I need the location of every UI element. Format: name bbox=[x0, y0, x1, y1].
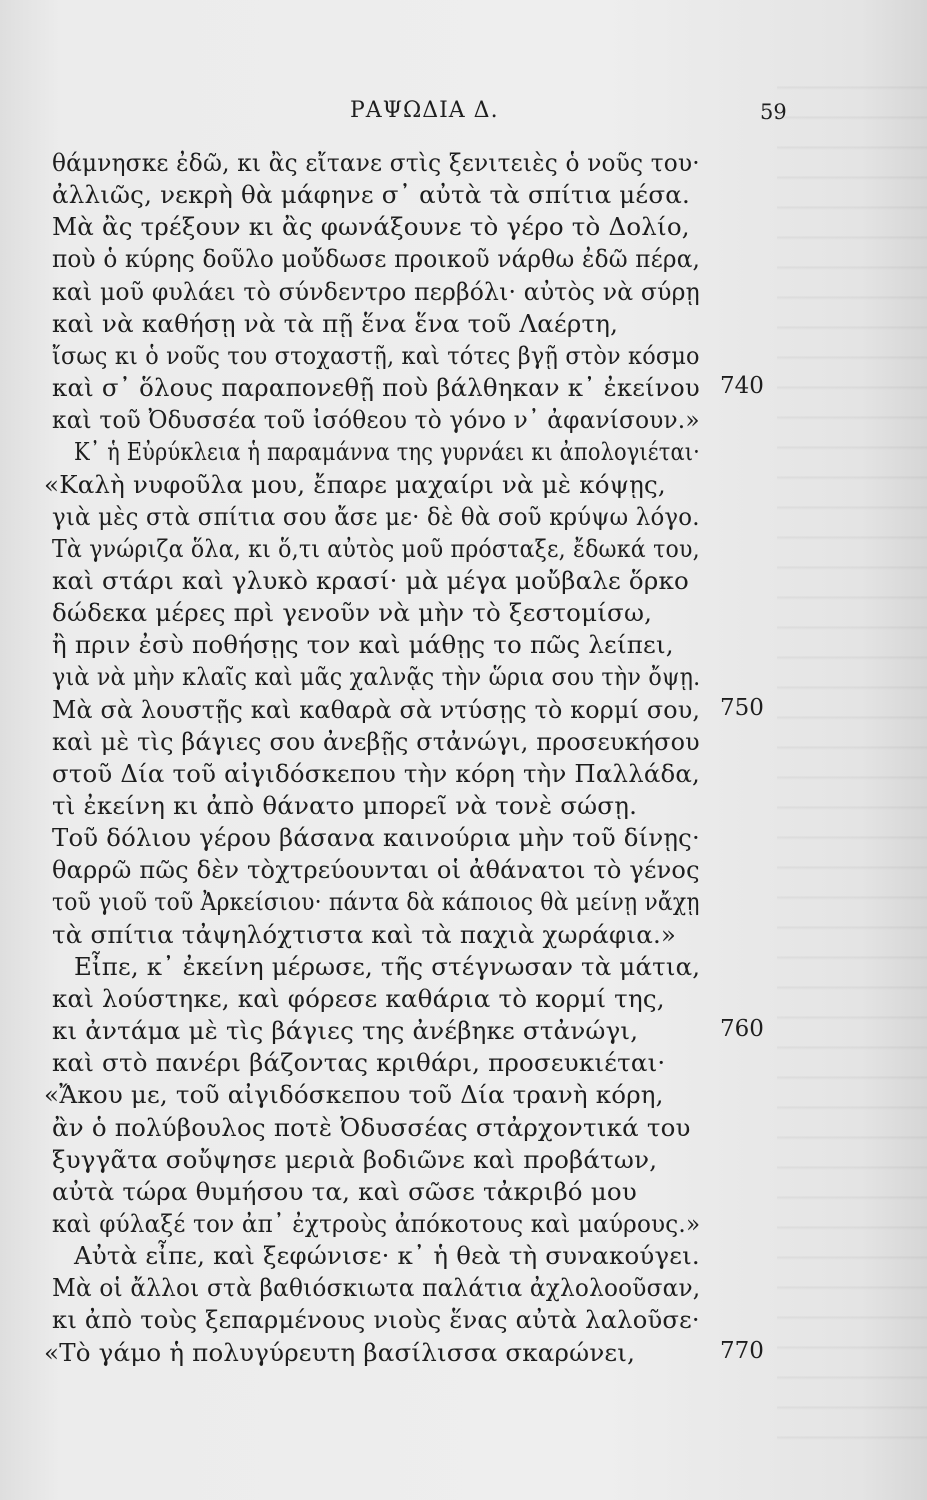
verse-number: 740 bbox=[720, 373, 764, 400]
verse-line bbox=[0, 695, 927, 727]
verse-text: αὐτὰ τώρα θυμήσου τα, καὶ σῶσε τἀκριβό μου bbox=[52, 1176, 637, 1206]
verse-text: Τοῦ δόλιου γέρου βάσανα καινούρια μὴν τοῦ δίνῃς· bbox=[52, 823, 700, 853]
verse-text: καὶ σ᾽ ὅλους παραπονεθῇ ποὺ βάλθηκαν κ᾽ ἐκείνου bbox=[52, 373, 700, 403]
verse-line bbox=[0, 1080, 927, 1112]
verse-line bbox=[0, 791, 927, 823]
verse-text: ποὺ ὁ κύρης δοῦλο μοὔδωσε προικοῦ νάρθω ἐδῶ πέρα, bbox=[52, 244, 701, 274]
verse-text: Μὰ ἂς τρέξουν κι ἂς φωνάξουνε τὸ γέρο τὸ Δολίο, bbox=[52, 212, 690, 242]
verse-text: κι ἀπὸ τοὺς ξεπαρμένους νιοὺς ἕνας αὐτὰ λαλοῦσε· bbox=[52, 1305, 700, 1335]
verse-line bbox=[0, 984, 927, 1016]
verse-text: τὰ σπίτια τἀψηλόχτιστα καὶ τὰ παχιὰ χωράφια.» bbox=[52, 919, 677, 949]
verse-line bbox=[0, 566, 927, 598]
verse-line bbox=[0, 1273, 927, 1305]
page-number: 59 bbox=[760, 100, 787, 124]
verse-line bbox=[0, 630, 927, 662]
verse-text: γιὰ μὲς στὰ σπίτια σου ἄσε με· δὲ θὰ σοῦ κρύψω λόγο. bbox=[52, 501, 700, 531]
verse-line bbox=[0, 373, 927, 405]
verse-text: καὶ στάρι καὶ γλυκὸ κρασί· μὰ μέγα μοὔβαλε ὅρκο bbox=[52, 565, 689, 595]
verse-text: δώδεκα μέρες πρὶ γενοῦν νὰ μὴν τὸ ξεστομίσω, bbox=[52, 598, 653, 628]
verse-text: Μὰ σὰ λουστῇς καὶ καθαρὰ σὰ ντύσῃς τὸ κορμί σου, bbox=[52, 694, 701, 724]
verse-text: ξυγγᾶτα σοὔψησε μεριὰ βοδιῶνε καὶ προβάτων, bbox=[52, 1144, 658, 1174]
verse-text: κι ἀντάμα μὲ τὶς βάγιες της ἀνέβηκε στἀνώγι, bbox=[52, 1016, 639, 1046]
verse-line bbox=[0, 823, 927, 855]
verse-line bbox=[0, 148, 927, 180]
verse-text: ἴσως κι ὁ νοῦς του στοχαστῇ, καὶ τότες βγῇ στὸν κόσμο bbox=[52, 340, 700, 370]
verse-text: καὶ λούστηκε, καὶ φόρεσε καθάρια τὸ κορμί της, bbox=[52, 983, 665, 1013]
verse-line bbox=[0, 180, 927, 212]
verse-text: ἢ πριν ἐσὺ ποθήσῃς τον καὶ μάθῃς το πῶς λείπει, bbox=[52, 630, 674, 660]
verse-line bbox=[0, 534, 927, 566]
verse-line bbox=[0, 662, 927, 694]
verse-line bbox=[0, 277, 927, 309]
verse-text: καὶ νὰ καθήσῃ νὰ τὰ πῇ ἕνα ἕνα τοῦ Λαέρτη, bbox=[52, 308, 619, 338]
verse-line bbox=[0, 952, 927, 984]
verse-line bbox=[0, 727, 927, 759]
verse-text: καὶ φύλαξέ τον ἀπ᾽ ἐχτροὺς ἀπόκοτους καὶ μαύρους.» bbox=[52, 1208, 701, 1238]
verse-text: «Ἄκου με, τοῦ αἰγιδόσκεπου τοῦ Δία τρανὴ κόρη, bbox=[44, 1080, 664, 1110]
verse-line bbox=[0, 212, 927, 244]
verse-text: ἂν ὁ πολύβουλος ποτὲ Ὀδυσσέας στἀρχοντικά του bbox=[52, 1112, 691, 1142]
verse-line bbox=[0, 405, 927, 437]
verse-line bbox=[0, 1145, 927, 1177]
verse-line bbox=[0, 598, 927, 630]
verse-text: καὶ τοῦ Ὀδυσσέα τοῦ ἰσόθεου τὸ γόνο ν᾽ ἀφανίσουν.» bbox=[52, 405, 700, 435]
verse-text: καὶ μὲ τὶς βάγιες σου ἀνεβῇς στἀνώγι, προσευκήσου bbox=[52, 726, 700, 756]
verse-line bbox=[0, 759, 927, 791]
verse-line bbox=[0, 887, 927, 919]
verse-line bbox=[0, 1209, 927, 1241]
verse-line bbox=[0, 1113, 927, 1145]
verse-line bbox=[0, 309, 927, 341]
verse-line bbox=[0, 502, 927, 534]
verse-text: ἀλλιῶς, νεκρὴ θὰ μάφηνε σ᾽ αὐτὰ τὰ σπίτια μέσα. bbox=[52, 180, 690, 210]
verse-text: τοῦ γιοῦ τοῦ Ἀρκείσιου· πάντα δὰ κάποιος θὰ μείνῃ νἄχῃ bbox=[52, 887, 700, 917]
verse-text: τὶ ἐκείνη κι ἀπὸ θάνατο μπορεῖ νὰ τονὲ σώσῃ. bbox=[52, 791, 638, 820]
verse-line bbox=[0, 1048, 927, 1080]
verse-line bbox=[0, 1338, 927, 1370]
verse-text: καὶ στὸ πανέρι βάζοντας κριθάρι, προσευκιέται· bbox=[52, 1048, 666, 1078]
verse-text: καὶ μοῦ φυλάει τὸ σύνδεντρο περβόλι· αὐτὸς νὰ σύρῃ bbox=[52, 276, 700, 306]
verse-text: «Τὸ γάμο ἡ πολυγύρευτη βασίλισσα σκαρώνει, bbox=[44, 1337, 636, 1367]
verse-number: 760 bbox=[720, 1016, 764, 1043]
verse-text: Μὰ οἱ ἄλλοι στὰ βαθιόσκιωτα παλάτια ἀχλολοοῦσαν, bbox=[52, 1273, 701, 1303]
verse-text: στοῦ Δία τοῦ αἰγιδόσκεπου τὴν κόρη τὴν Παλλάδα, bbox=[52, 758, 700, 788]
verse-line bbox=[0, 855, 927, 887]
verse-number: 770 bbox=[720, 1337, 764, 1364]
verse-line bbox=[0, 920, 927, 952]
verse-text: Εἶπε, κ᾽ ἐκείνη μέρωσε, τῆς στέγνωσαν τὰ μάτια, bbox=[74, 951, 701, 981]
verse-line bbox=[0, 244, 927, 276]
verse-line bbox=[0, 470, 927, 502]
running-header: ΡΑΨΩΔΙΑ Δ. bbox=[350, 98, 499, 123]
verse-text: θάμνησκε ἐδῶ, κι ἂς εἴτανε στὶς ξενιτειὲς ὁ νοῦς του· bbox=[52, 148, 700, 177]
verse-number: 750 bbox=[720, 694, 764, 721]
verse-text: γιὰ νὰ μὴν κλαῖς καὶ μᾶς χαλνᾷς τὴν ὥρια σου τὴν ὄψῃ. bbox=[52, 662, 701, 692]
verse-text: θαρρῶ πῶς δὲν τὸχτρεύουνται οἱ ἀθάνατοι τὸ γένος bbox=[52, 855, 700, 885]
verse-text: Αὐτὰ εἶπε, καὶ ξεφώνισε· κ᾽ ἡ θεὰ τὴ συνακούγει. bbox=[74, 1241, 700, 1271]
verse-line bbox=[0, 1016, 927, 1048]
verse-text: Κ᾽ ἡ Εὐρύκλεια ἡ παραμάννα της γυρνάει κι ἀπολογιέται· bbox=[74, 437, 700, 467]
verse-line bbox=[0, 1177, 927, 1209]
verse-line bbox=[0, 1305, 927, 1337]
verse-line bbox=[0, 1241, 927, 1273]
verse-line bbox=[0, 341, 927, 373]
verse-line bbox=[0, 437, 927, 469]
verse-text: «Καλὴ νυφοῦλα μου, ἔπαρε μαχαίρι νὰ μὲ κόψῃς, bbox=[44, 469, 666, 499]
verse-text: Τὰ γνώριζα ὅλα, κι ὅ,τι αὐτὸς μοῦ πρόσταξε, ἔδωκά του, bbox=[52, 533, 700, 563]
